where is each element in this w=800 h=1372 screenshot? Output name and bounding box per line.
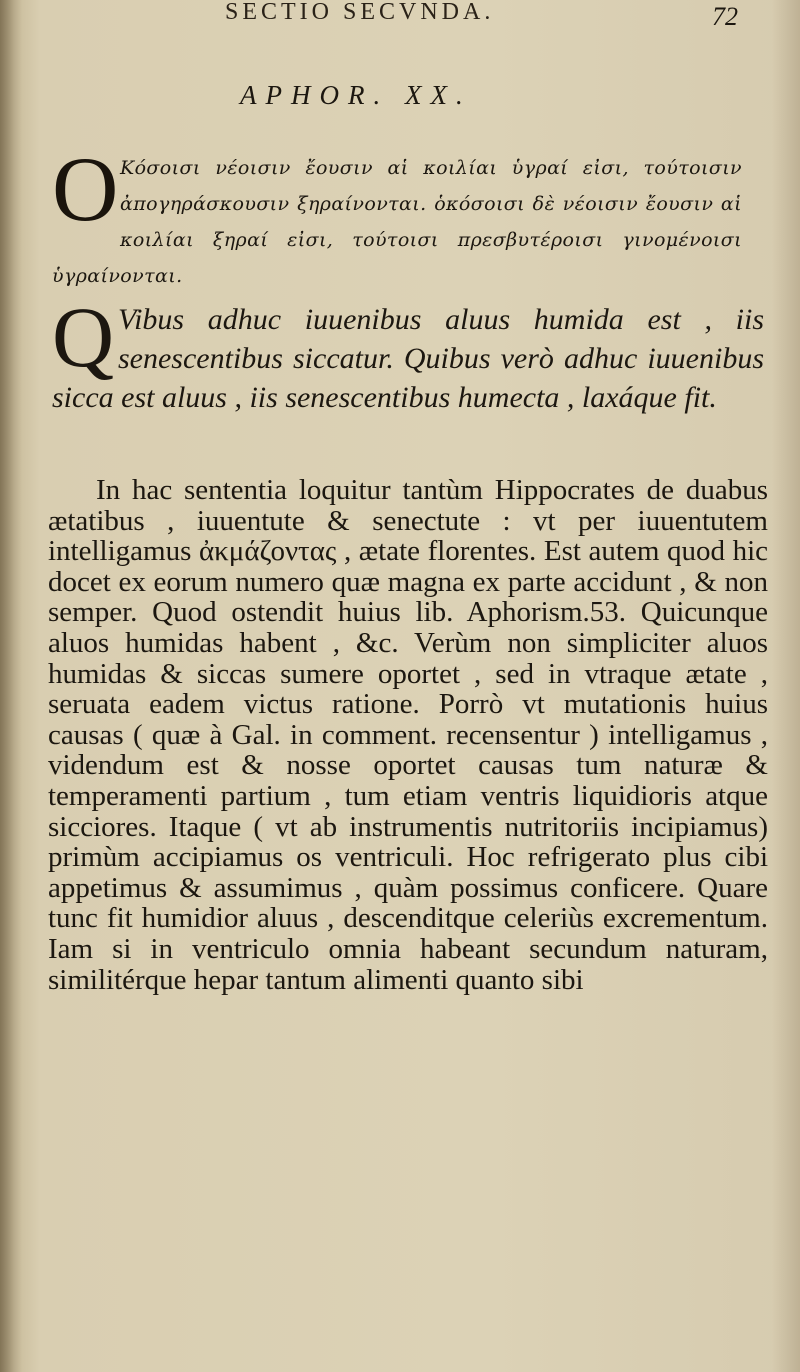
page-edge (772, 0, 800, 1372)
page-number: 72 (712, 2, 738, 31)
greek-dropcap: O (52, 138, 119, 240)
greek-aphorism (52, 138, 742, 294)
latin-dropcap: Q (52, 289, 115, 385)
commentary-paragraph: In hac sententia loquitur tantùm Hippocrates de duabus ætatibus , iuuentute & senectute : vt per iuuentutem intelligamus ἀκμάζοντας , ætate florentes. Est autem quod hic docet ex eorum numero quæ magna ex parte accidunt , & non semper. Quod ostendit huius lib. Aphorism.53. Quicunque aluos humidas habent , &c. Verùm non simpliciter aluos humidas & siccas sumere oportet , sed in vtraque ætate , seruata eadem victus ratione. Porrò vt mutationis huius causas ( quæ à Gal. in comment. recensentur ) intelligamus , videndum est & nosse oportet causas tum naturæ & temperamenti partium , tum etiam ventris liquidioris atque sicciores. Itaque ( vt ab instrumentis nutritoriis incipiamus) primùm accipiamus os ventriculi. Hoc refrigerato plus cibi appetimus & assumimus , quàm possimus conficere. Quare tunc fit humidior aluus , descenditque celeriùs excrementum. Iam si in ventriculo omnia habeant secundum naturam, similitérque hepar tantum alimenti quanto sibi (48, 474, 768, 996)
latin-text: Vibus adhuc iuuenibus aluus humida est , iis senescentibus siccatur. Quibus verò adhuc iuuenibus sicca est aluus , iis senescentibus humecta , laxáque fit. (52, 303, 764, 414)
aphorism-title: APHOR. XX. (240, 80, 472, 110)
running-head: SECTIO SECVNDA. (225, 0, 495, 25)
gutter-shadow (0, 0, 22, 1372)
greek-text: Κόσοισι νέοισιν ἔουσιν αἱ κοιλίαι ὑγραί εἰσι, τούτοισιν ἀπογηράσκουσιν ξηραίνονται. ὁκόσοισι δὲ νέοισιν ἔουσιν αἱ κοιλίαι ξηραί εἰσι, τούτοισι πρεσβυτέροισι γινομένοισι ὑγραίνονται. (52, 157, 742, 287)
latin-aphorism (52, 289, 764, 417)
